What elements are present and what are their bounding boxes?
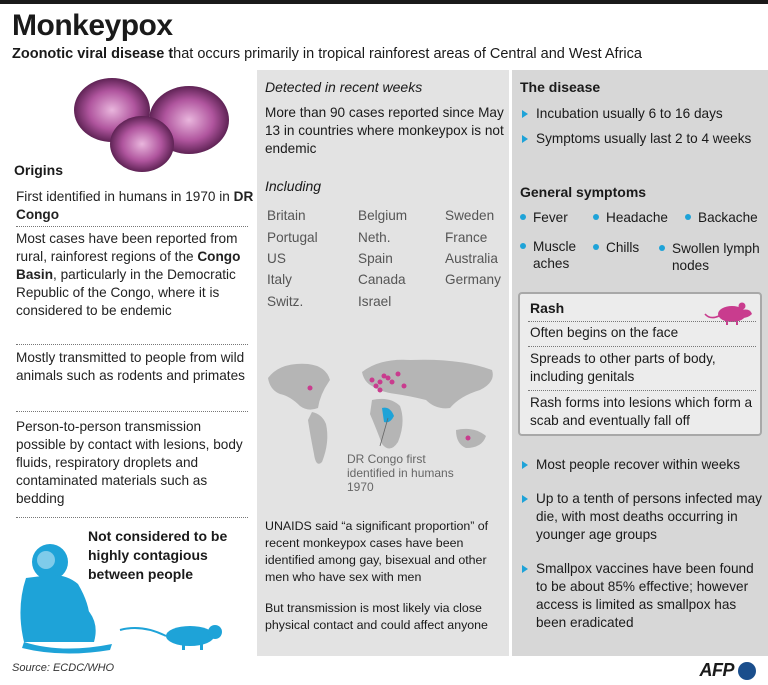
including-heading: Including xyxy=(265,178,322,194)
rash-item: Rash forms into lesions which form a scab and eventually fall off xyxy=(530,395,753,428)
country: Neth. xyxy=(358,230,391,245)
origin-item-2: Most cases have been reported from rural, rainforest regions of the Congo Basin, particularly in the Democratic Republic of the Congo, where it is considered to be endemic xyxy=(16,231,241,318)
country: Switz. xyxy=(267,294,304,309)
detected-text: More than 90 cases reported since May 13 in countries where monkeypox is not endemic xyxy=(265,105,504,156)
unaids-note: UNAIDS said “a significant proportion” of recent monkeypox cases have been identified among gay, bisexual and other men who have sex with men xyxy=(265,519,489,584)
country: France xyxy=(445,230,488,245)
divider xyxy=(16,517,248,518)
divider xyxy=(528,390,756,391)
divider xyxy=(16,411,248,412)
virus-illustration xyxy=(67,72,232,172)
transmission-note: But transmission is most likely via close physical contact and could affect anyone xyxy=(265,601,488,632)
triangle-bullet-icon xyxy=(522,135,528,143)
page-title: Monkeypox xyxy=(12,9,173,42)
dot-bullet-icon xyxy=(685,214,691,220)
triangle-bullet-icon xyxy=(522,565,528,573)
dot-bullet-icon xyxy=(593,214,599,220)
page-subtitle: Zoonotic viral disease that occurs primarily in tropical rainforest areas of Central and West Africa xyxy=(12,46,642,62)
map-annotation: DR Congo first identified in humans 1970 xyxy=(347,452,454,494)
disease-column xyxy=(512,70,768,656)
divider xyxy=(16,226,248,227)
origin-item-3: Mostly transmitted to people from wild animals such as rodents and primates xyxy=(16,350,245,383)
symptom-item: Backache xyxy=(685,209,758,226)
afp-logo: AFP xyxy=(699,660,734,680)
country: US xyxy=(267,251,286,266)
country: Germany xyxy=(445,272,501,287)
divider xyxy=(528,346,756,347)
origins-heading: Origins xyxy=(14,162,64,178)
top-rule xyxy=(0,0,768,4)
symptom-item: Headache xyxy=(593,209,668,226)
afp-logo-icon xyxy=(738,662,756,680)
monkey-and-rodent-icon xyxy=(12,538,252,656)
country: Italy xyxy=(267,272,292,287)
country: Belgium xyxy=(358,208,408,223)
general-symptoms-heading: General symptoms xyxy=(520,184,647,200)
deaths-bullet: Up to a tenth of persons infected may die, with most deaths occurring in younger age groups xyxy=(522,490,762,544)
divider xyxy=(16,344,248,345)
symptoms-duration-bullet: Symptoms usually last 2 to 4 weeks xyxy=(522,130,762,148)
rash-heading: Rash xyxy=(530,300,565,316)
triangle-bullet-icon xyxy=(522,495,528,503)
recovery-bullet: Most people recover within weeks xyxy=(522,456,762,474)
rash-item: Spreads to other parts of body, including genitals xyxy=(530,351,716,384)
country: Israel xyxy=(358,294,392,309)
disease-heading: The disease xyxy=(520,79,601,95)
vaccines-bullet: Smallpox vaccines have been found to be about 85% effective; however access is limited as smallpox has been eradicated xyxy=(522,560,762,632)
detected-heading: Detected in recent weeks xyxy=(265,79,423,95)
dot-bullet-icon xyxy=(520,243,526,249)
dot-bullet-icon xyxy=(659,245,665,251)
symptom-item: Swollen lymph nodes xyxy=(659,240,767,274)
detected-column xyxy=(257,70,509,656)
divider xyxy=(528,321,756,322)
country: Australia xyxy=(445,251,498,266)
rash-item: Often begins on the face xyxy=(530,325,679,340)
dot-bullet-icon xyxy=(593,244,599,250)
triangle-bullet-icon xyxy=(522,110,528,118)
origin-item-4: Person-to-person transmission possible by contact with lesions, body fluids, respiratory droplets and contaminated materials such as bedding xyxy=(16,419,243,506)
dot-bullet-icon xyxy=(520,214,526,220)
symptom-item: Muscle aches xyxy=(520,238,590,272)
country: Sweden xyxy=(445,208,495,223)
origin-item-1: First identified in humans in 1970 in DR Congo xyxy=(16,189,254,222)
country: Canada xyxy=(358,272,406,287)
country: Spain xyxy=(358,251,393,266)
country: Portugal xyxy=(267,230,318,245)
origins-column xyxy=(12,68,252,658)
not-contagious-note: Not considered to be highly contagious between people xyxy=(88,528,228,582)
symptom-item: Chills xyxy=(593,239,639,256)
country: Britain xyxy=(267,208,306,223)
symptom-item: Fever xyxy=(520,209,568,226)
triangle-bullet-icon xyxy=(522,461,528,469)
source-credit: Source: ECDC/WHO xyxy=(12,662,115,674)
incubation-bullet: Incubation usually 6 to 16 days xyxy=(522,105,762,123)
rash-box xyxy=(518,292,762,436)
